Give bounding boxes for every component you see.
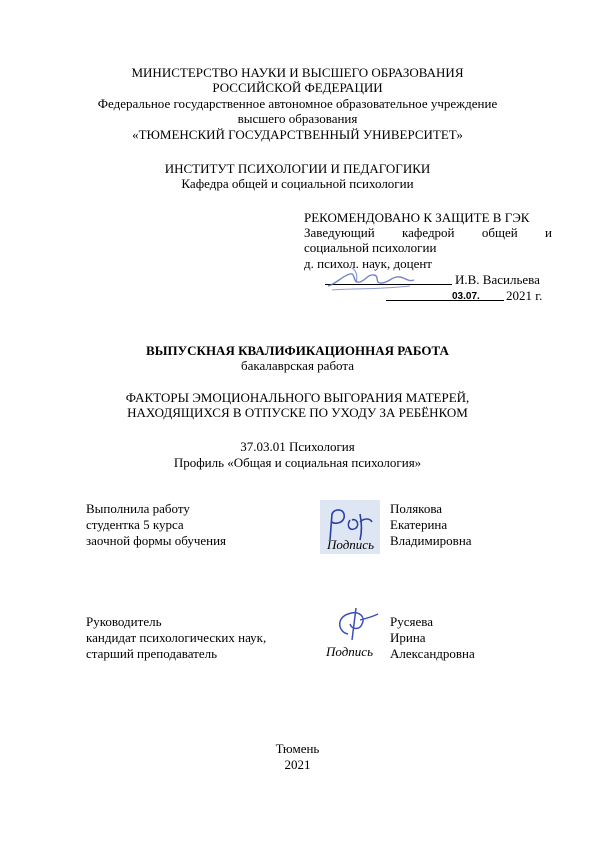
footer-year: 2021 [284,757,311,772]
author-surname: Полякова [390,501,443,516]
institution-line-1: Федеральное государственное автономное образовательное учреждение [97,96,498,111]
supervisor-patronymic: Александровна [390,646,475,661]
position-word: и [545,225,552,240]
institute-name: ИНСТИТУТ ПСИХОЛОГИИ И ПЕДАГОГИКИ [164,161,431,176]
head-name: И.В. Васильева [455,272,540,287]
supervisor-role-line-2: кандидат психологических наук, [86,630,267,645]
thesis-type: ВЫПУСКНАЯ КВАЛИФИКАЦИОННАЯ РАБОТА [146,343,449,358]
position-word: Заведующий [304,225,375,240]
university-name: «ТЮМЕНСКИЙ ГОСУДАРСТВЕННЫЙ УНИВЕРСИТЕТ» [132,127,463,142]
supervisor-signature-caption: Подпись [326,644,373,659]
position-word: кафедрой [402,225,455,240]
approval-position-line-2: социальной психологии [304,240,437,255]
author-first-name: Екатерина [390,517,448,532]
approval-position-line-1 [304,225,552,240]
thesis-topic-line-1: ФАКТОРЫ ЭМОЦИОНАЛЬНОГО ВЫГОРАНИЯ МАТЕРЕЙ, [125,390,470,405]
supervisor-role-line-3: старший преподаватель [86,646,218,661]
specialty-profile: Профиль «Общая и социальная психология» [173,455,422,470]
author-signature-caption: Подпись [327,537,374,552]
ministry-line-2: РОССИЙСКОЙ ФЕДЕРАЦИИ [212,80,383,95]
thesis-topic-line-2: НАХОДЯЩИХСЯ В ОТПУСКЕ ПО УХОДУ ЗА РЕБЁНКОМ [127,405,468,420]
supervisor-signature-image [330,604,380,644]
supervisor-role-line-1: Руководитель [86,614,162,629]
institution-line-2: высшего образования [237,111,358,126]
approval-title: РЕКОМЕНДОВАНО К ЗАЩИТЕ В ГЭК [304,210,530,225]
author-role-line-1: Выполнила работу [86,501,190,516]
approval-year: 2021 г. [506,288,543,303]
position-word: общей [481,225,518,240]
author-role-line-2: студентка 5 курса [86,517,184,532]
ministry-line-1: МИНИСТЕРСТВО НАУКИ И ВЫСШЕГО ОБРАЗОВАНИЯ [131,65,464,80]
head-signature-image [322,262,420,296]
department-name: Кафедра общей и социальной психологии [181,176,414,191]
supervisor-first-name: Ирина [390,630,426,645]
date-handwritten: 03.07. [452,291,480,302]
supervisor-surname: Русяева [390,614,433,629]
date-line [386,300,504,301]
specialty-code: 37.03.01 Психология [240,439,355,454]
author-patronymic: Владимировна [390,533,472,548]
author-role-line-3: заочной формы обучения [86,533,227,548]
thesis-level: бакалаврская работа [241,358,354,373]
approval-degree: д. психол. наук, доцент [304,256,432,271]
footer-city: Тюмень [275,741,320,756]
